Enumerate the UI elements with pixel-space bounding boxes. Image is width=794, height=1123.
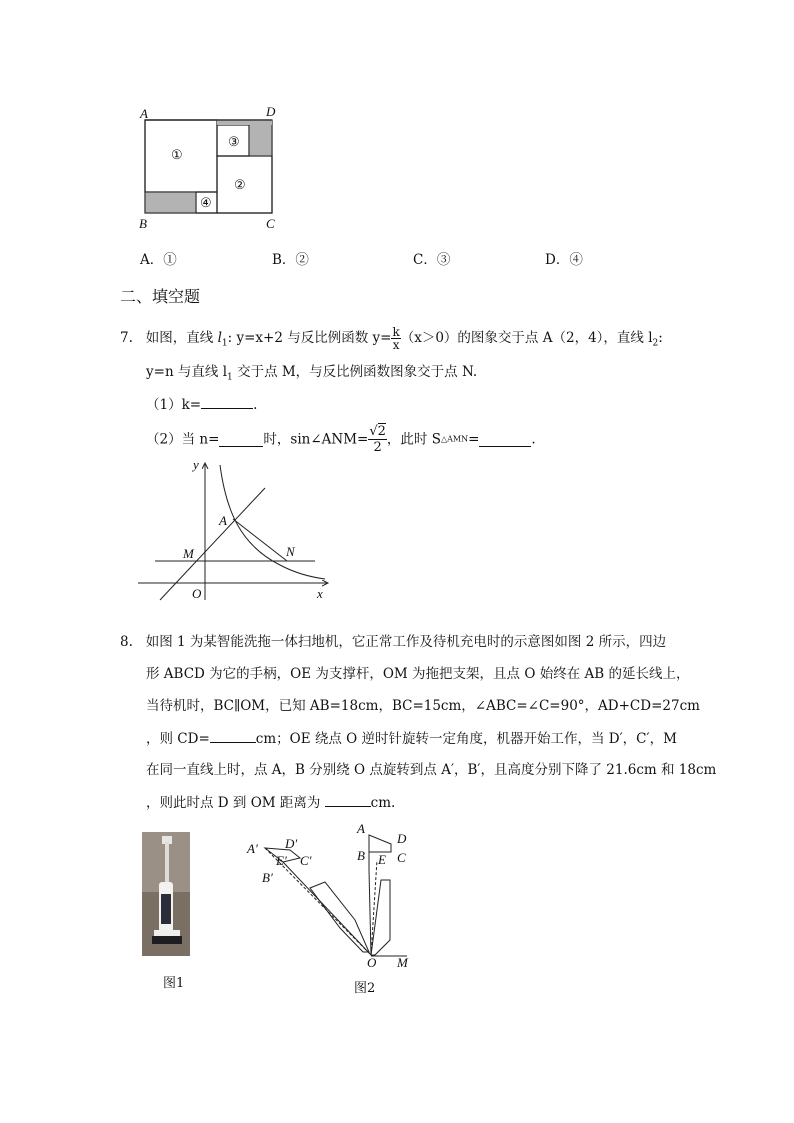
q7-line2: y=n 与直线 $l_1$ 交于点 M，与反比例函数图象交于点 N. xyxy=(146,364,478,383)
option-a-letter: A． xyxy=(140,252,164,268)
fraction-sqrt2-over-2: $\frac{√2}{2}$ xyxy=(369,424,386,455)
handle-abcd xyxy=(369,835,391,852)
graph-label-a: A xyxy=(219,513,227,528)
shaded-region-bottom xyxy=(145,192,196,213)
graph-label-m: M xyxy=(183,546,194,561)
q8-number: 8. xyxy=(120,634,133,650)
option-b-mark: ② xyxy=(295,252,309,268)
region-label-1: ① xyxy=(171,148,183,163)
region-label-3: ③ xyxy=(228,135,240,150)
segment-an xyxy=(233,519,287,561)
region-label-2: ② xyxy=(234,178,246,193)
figure-1-caption: 图1 xyxy=(163,976,185,991)
vertex-label-a: A xyxy=(140,106,148,121)
section-title: 二、填空题 xyxy=(120,287,201,306)
option-a[interactable] xyxy=(140,248,177,268)
option-b-letter: B． xyxy=(272,252,296,268)
figure-1-photo xyxy=(142,832,190,956)
q7-line1: 7. 如图，直线 $l_1$: y=x+2 与反比例函数 y= $\frac{k}{x}$ （x＞0）的图象交于点 A（2，4），直线 $l_2$: xyxy=(120,325,663,352)
shaded-region-top xyxy=(249,120,272,156)
option-c[interactable] xyxy=(413,248,450,268)
shaded-region-top-strip xyxy=(217,120,272,125)
fig2-label-m: M xyxy=(397,955,408,970)
hyperbola-curve xyxy=(220,465,325,579)
figure-2-schematic xyxy=(245,820,435,975)
option-c-letter: C． xyxy=(413,252,437,268)
vertex-label-d: D xyxy=(266,104,276,119)
vertex-label-c: C xyxy=(266,216,275,231)
fig2-label-a: A xyxy=(357,821,365,836)
fig2-label-a-prime: A′ xyxy=(247,841,258,856)
q8-line5: 在同一直线上时，点 A，B 分别绕 O 点旋转到点 A′，B′，且高度分别下降了 21.6cm 和 18cm xyxy=(146,762,717,778)
option-c-mark: ③ xyxy=(436,252,451,268)
fig2-label-b: B xyxy=(357,848,365,863)
q8-line6: ，则此时点 D 到 OM 距离为 cm. xyxy=(146,795,396,811)
graph-label-n: N xyxy=(286,544,295,559)
option-b[interactable] xyxy=(272,248,309,268)
graph-label-y: y xyxy=(193,457,199,472)
q7-part1: （1）k= . xyxy=(146,397,258,413)
fig2-label-b-prime: B′ xyxy=(262,870,273,885)
graph-label-o: O xyxy=(192,586,202,601)
option-d-letter: D． xyxy=(545,252,570,268)
answer-blank-area[interactable] xyxy=(479,433,531,447)
rectangle-figure xyxy=(130,100,290,235)
option-d-mark: ④ xyxy=(569,252,583,268)
q8-line2: 形 ABCD 为它的手柄，OE 为支撑杆，OM 为拖把支架，且点 O 始终在 AB 的延长线上， xyxy=(146,666,690,682)
q7-part2: （2）当 n= 时，sin∠ANM= $\frac{√2}{2}$ ，此时 S△AMN= . xyxy=(146,424,536,455)
q8-line4: ，则 CD= cm；OE 绕点 O 逆时针旋转一定角度，机器开始工作，当 D′，C′，M xyxy=(146,731,677,747)
region-label-4: ④ xyxy=(200,196,212,211)
figure-2-caption: 图2 xyxy=(354,981,376,996)
graph-label-x: x xyxy=(317,586,323,601)
fig2-label-c: C xyxy=(397,850,406,865)
fraction-k-over-x: $\frac{k}{x}$ xyxy=(392,325,400,352)
answer-blank-k[interactable] xyxy=(201,395,253,409)
support-rod-oe xyxy=(371,860,377,955)
option-d[interactable] xyxy=(545,248,583,268)
fig2-label-e-prime: E′ xyxy=(276,853,287,868)
fig2-label-o: O xyxy=(367,955,377,970)
vertex-label-b: B xyxy=(139,216,147,231)
q8-line1: 8. 如图 1 为某智能洗拖一体扫地机，它正常工作及待机充电时的示意图如图 2 所示，四边 xyxy=(120,634,667,650)
fig2-label-c-prime: C′ xyxy=(300,853,312,868)
fig2-label-d-prime: D′ xyxy=(285,836,298,851)
q7-coordinate-graph xyxy=(130,455,340,605)
answer-blank-n[interactable] xyxy=(219,433,263,447)
answer-blank-cd[interactable] xyxy=(210,729,256,743)
q8-line3: 当待机时，BC∥OM，已知 AB=18cm，BC=15cm，∠ABC=∠C=90°，AD+CD=27cm xyxy=(146,698,700,714)
q7-number: 7. xyxy=(120,330,133,346)
fig2-label-e: E xyxy=(378,852,386,867)
option-a-mark: ① xyxy=(163,252,177,268)
answer-blank-distance[interactable] xyxy=(325,793,371,807)
fig2-label-d: D xyxy=(397,831,407,846)
